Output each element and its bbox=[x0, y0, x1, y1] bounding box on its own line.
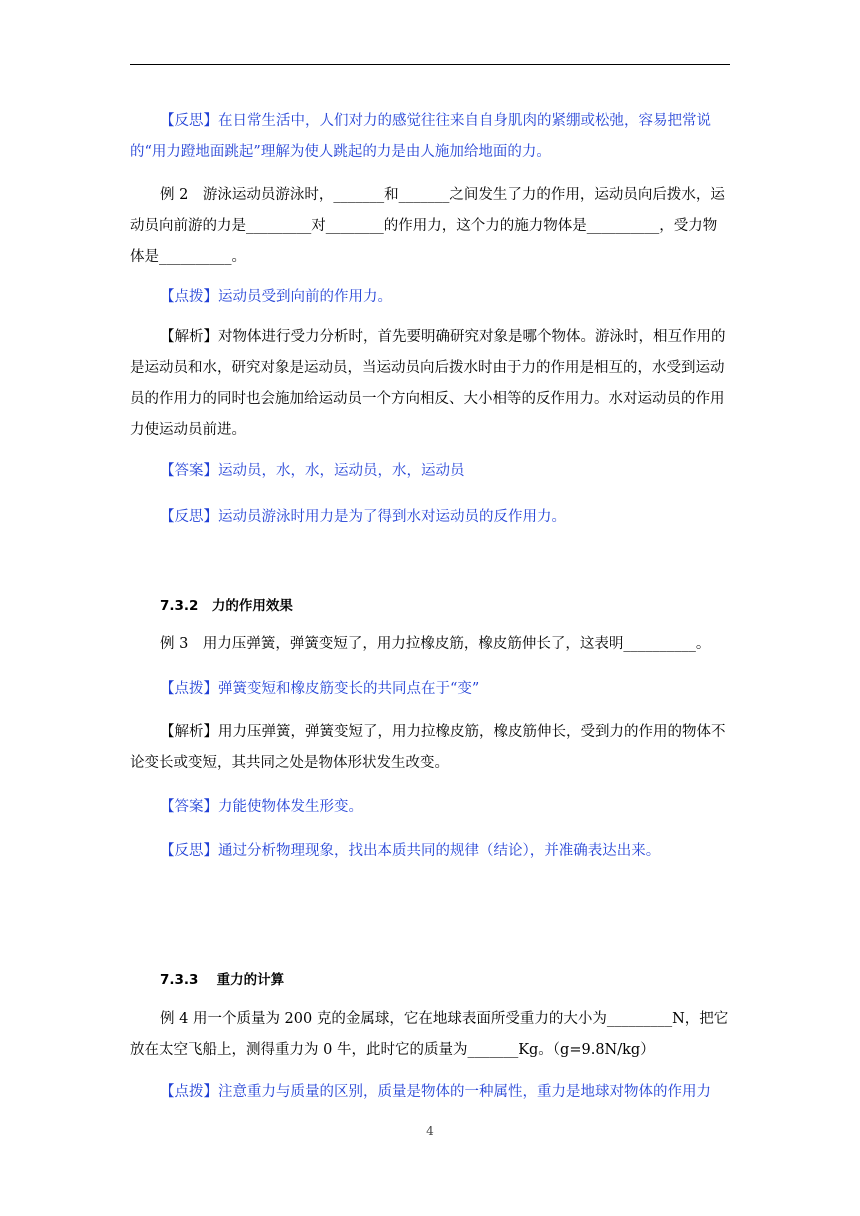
header-rule bbox=[130, 64, 730, 65]
example-3-question: 例 3 用力压弹簧，弹簧变短了，用力拉橡皮筋，橡皮筋伸长了，这表明__________。 bbox=[160, 636, 711, 652]
example-2-question: 例 2 游泳运动员游泳时，_______和_______之间发生了力的作用，运动员向后拨水，运动员向前游的力是_________对________的作用力，这个力的施力物体是__________，受力物体是__________。 bbox=[130, 187, 725, 265]
hint-paragraph: 【点拨】注意重力与质量的区别，质量是物体的一种属性，重力是地球对物体的作用力 bbox=[160, 1084, 711, 1100]
reflection-paragraph: 【反思】通过分析物理现象，找出本质共同的规律（结论），并准确表达出来。 bbox=[160, 843, 661, 859]
reflection-paragraph: 【反思】运动员游泳时用力是为了得到水对运动员的反作用力。 bbox=[160, 509, 566, 525]
hint-paragraph: 【点拨】运动员受到向前的作用力。 bbox=[160, 289, 392, 305]
answer-paragraph: 【答案】运动员，水，水，运动员，水，运动员 bbox=[160, 463, 465, 479]
page-number: 4 bbox=[426, 1124, 434, 1138]
answer-paragraph: 【答案】力能使物体发生形变。 bbox=[160, 799, 363, 815]
analysis-paragraph: 【解析】对物体进行受力分析时，首先要明确研究对象是哪个物体。游泳时，相互作用的是运动员和水，研究对象是运动员，当运动员向后拨水时由于力的作用是相互的，水受到运动员的作用力的同时也会施加给运动员一个方向相反、大小相等的反作用力。水对运动员的作用力使运动员前进。 bbox=[130, 329, 726, 438]
reflection-paragraph: 【反思】在日常生活中，人们对力的感觉往往来自自身肌肉的紧绷或松弛，容易把常说的“用力蹬地面跳起”理解为使人跳起的力是由人施加给地面的力。 bbox=[130, 113, 711, 160]
example-4-question: 例 4 用一个质量为 200 克的金属球，它在地球表面所受重力的大小为_________N，把它放在太空飞船上，测得重力为 0 牛，此时它的质量为_______Kg。（g=9.8N/kg） bbox=[130, 1011, 729, 1058]
hint-paragraph: 【点拨】弹簧变短和橡皮筋变长的共同点在于“变” bbox=[160, 681, 480, 697]
section-heading: 7.3.2 力的作用效果 bbox=[160, 598, 293, 614]
analysis-paragraph: 【解析】用力压弹簧，弹簧变短了，用力拉橡皮筋，橡皮筋伸长，受到力的作用的物体不论变长或变短，其共同之处是物体形状发生改变。 bbox=[130, 724, 726, 771]
section-heading: 7.3.3 重力的计算 bbox=[160, 972, 285, 988]
